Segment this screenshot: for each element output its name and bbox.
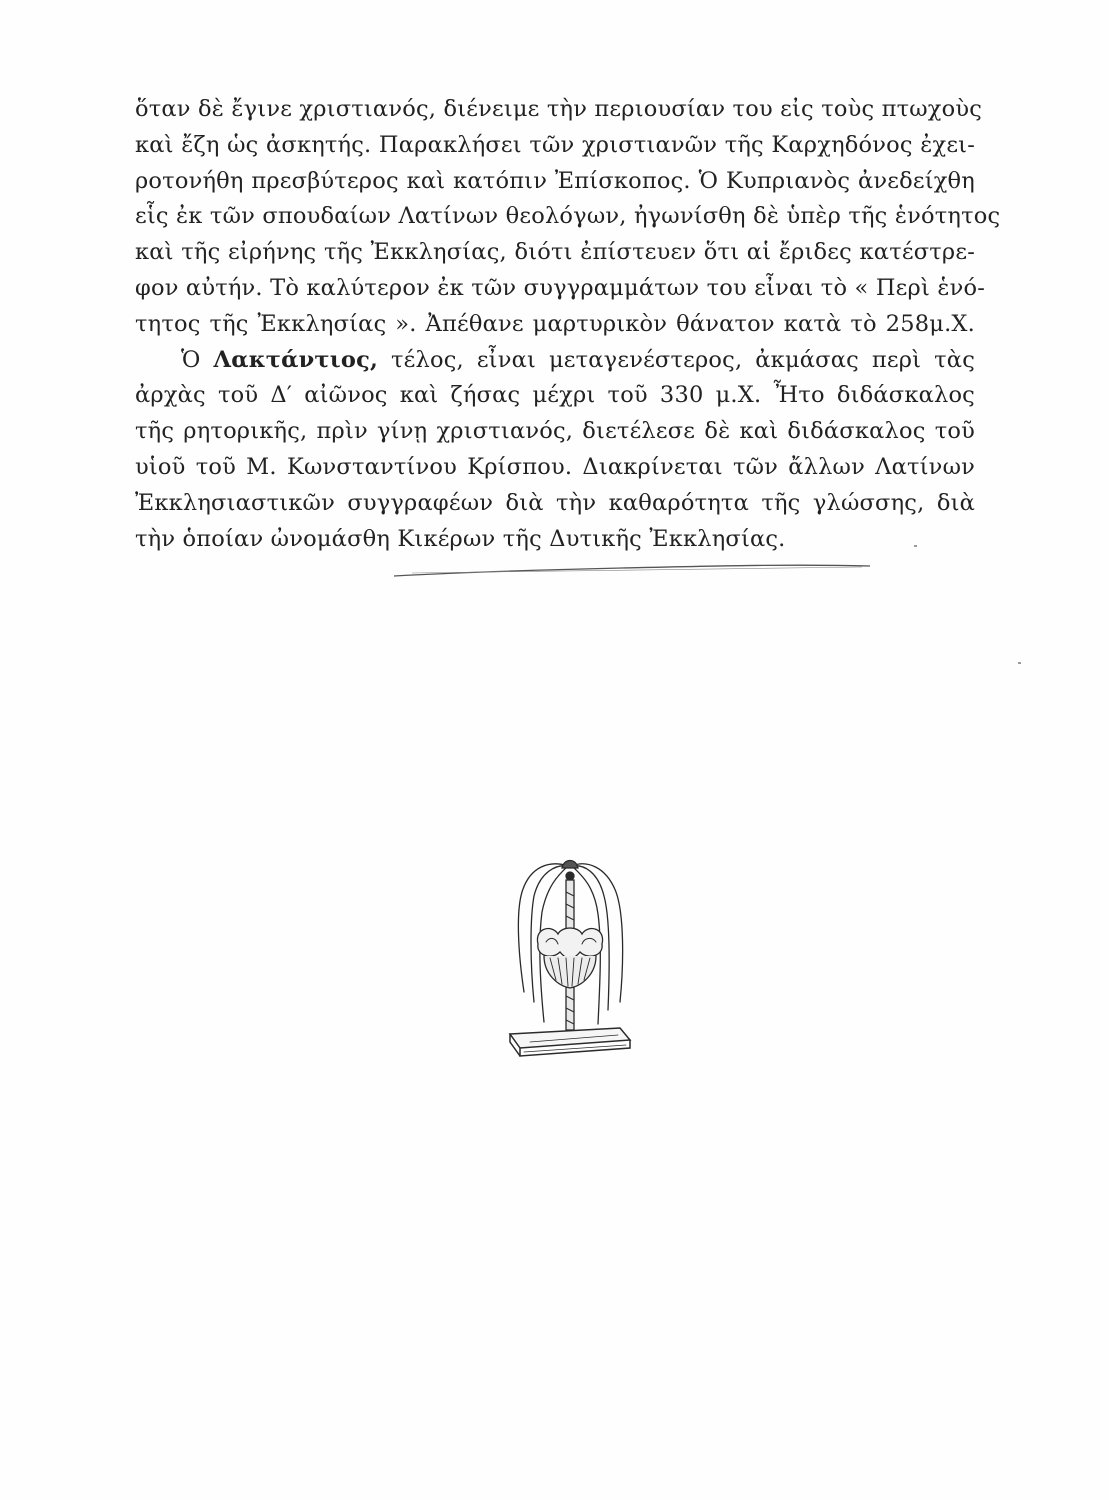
lactantius-name: Λακτάντιος, xyxy=(213,346,378,373)
text-line-13: τὴν ὁποίαν ὠνομάσθη Κικέρων τῆς Δυτικῆς Ἐκκλησίας. xyxy=(135,525,786,552)
text-line-5: καὶ τῆς εἰρήνης τῆς Ἐκκλησίας, διότι ἐπίστευεν ὅτι αἱ ἔριδες κατέστρε- xyxy=(135,239,975,266)
body-text xyxy=(135,92,1001,557)
text-line-10: τῆς ρητορικῆς, πρὶν γίνῃ χριστιανός, διετέλεσε δὲ καὶ διδάσκαλος τοῦ xyxy=(135,418,975,445)
handwritten-underline xyxy=(392,540,872,580)
paragraph-start-word: Ὁ xyxy=(181,346,201,373)
paragraph-first-line-rest: τέλος, εἶναι μεταγενέστερος, ἀκμάσας περὶ τὰς xyxy=(390,346,975,373)
fountain-ornament-icon xyxy=(500,852,640,1062)
text-line-1: ὅταν δὲ ἔγινε χριστιανός, διένειμε τὴν περιουσίαν του εἰς τοὺς πτωχοὺς xyxy=(135,96,983,122)
ink-speck xyxy=(1018,662,1021,664)
text-line-6: φον αὐτήν. Τὸ καλύτερον ἐκ τῶν συγγραμμάτων του εἶναι τὸ « Περὶ ἑνό- xyxy=(135,274,986,301)
ink-speck xyxy=(914,545,917,547)
text-line-12: Ἐκκλησιαστικῶν συγγραφέων διὰ τὴν καθαρότητα τῆς γλώσσης, διὰ xyxy=(135,489,975,516)
text-line-9: ἀρχὰς τοῦ Δ′ αἰῶνος καὶ ζήσας μέχρι τοῦ 330 μ.Χ. Ἦτο διδάσκαλος xyxy=(135,382,975,409)
text-line-7: τητος τῆς Ἐκκλησίας ». Ἀπέθανε μαρτυρικὸν θάνατον κατὰ τὸ 258μ.Χ. xyxy=(135,310,975,337)
text-line-11: υἱοῦ τοῦ Μ. Κωνσταντίνου Κρίσπου. Διακρίνεται τῶν ἄλλων Λατίνων xyxy=(135,453,975,480)
paragraph-lactantius-first-line xyxy=(135,343,975,379)
text-line-3: ροτονήθη πρεσβύτερος καὶ κατόπιν Ἐπίσκοπος. Ὁ Κυπριανὸς ἀνεδείχθη xyxy=(135,167,975,194)
text-line-2: καὶ ἔζη ὡς ἀσκητής. Παρακλήσει τῶν χριστιανῶν τῆς Καρχηδόνος ἐχει- xyxy=(135,131,975,158)
text-line-4: εἷς ἐκ τῶν σπουδαίων Λατίνων θεολόγων, ἠγωνίσθη δὲ ὑπὲρ τῆς ἑνότητος xyxy=(135,203,1001,230)
